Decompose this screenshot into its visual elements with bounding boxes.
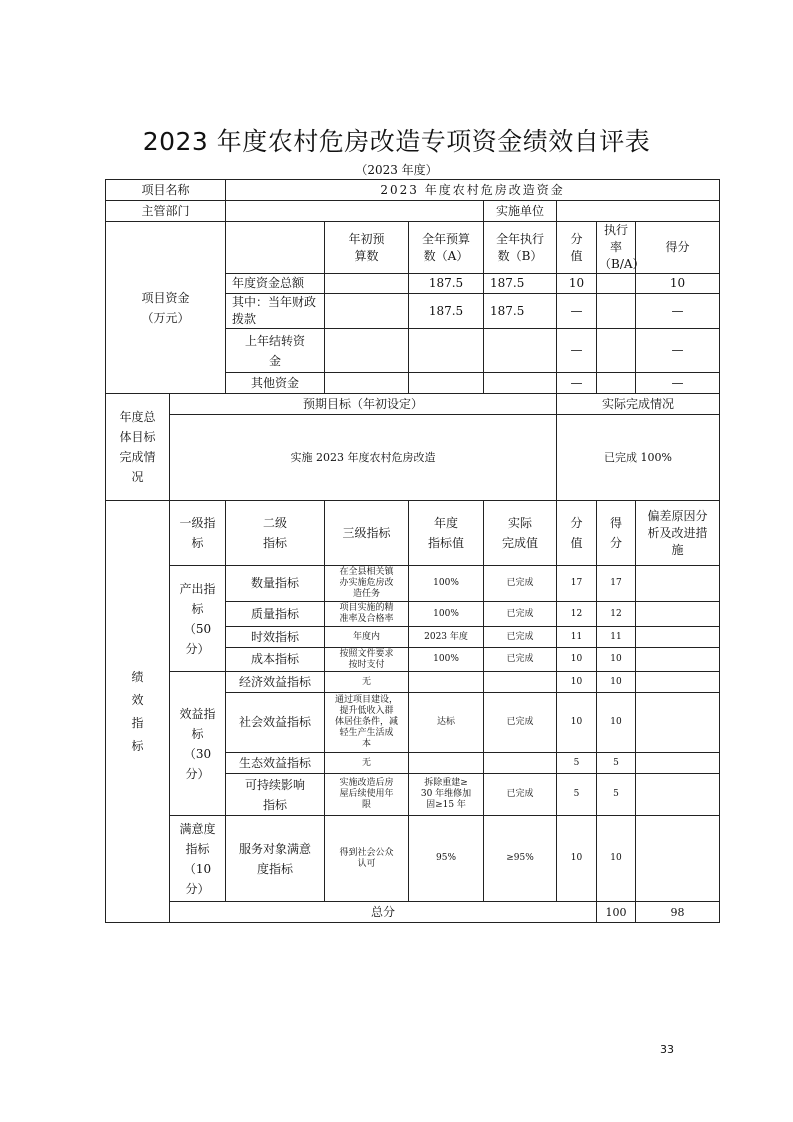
- note: [636, 602, 720, 627]
- target: 100%: [409, 602, 484, 627]
- goals-expected-header: 预期目标（年初设定）: [170, 394, 557, 415]
- page-title: 2023 年度农村危房改造专项资金绩效自评表: [142, 127, 651, 156]
- page-number: 33: [660, 1043, 674, 1056]
- funds-row-rate: [597, 329, 636, 373]
- score: 10: [557, 816, 597, 902]
- goals-actual-value: 已完成 100%: [557, 415, 720, 501]
- note: [636, 648, 720, 672]
- project-name-label: 项目名称: [106, 180, 226, 201]
- total-got: 98: [636, 902, 720, 923]
- funds-row-rate: [597, 294, 636, 329]
- funds-row-score: —: [557, 294, 597, 329]
- funds-header-executed: 全年执行 数（B）: [484, 222, 557, 274]
- target: 95%: [409, 816, 484, 902]
- note: [636, 693, 720, 753]
- funds-row-label: 其中：当年财政拨款: [226, 294, 325, 329]
- score: 10: [557, 693, 597, 753]
- dept-label: 主管部门: [106, 201, 226, 222]
- funds-row-initial: [325, 274, 409, 294]
- score: 5: [557, 774, 597, 816]
- note: [636, 753, 720, 774]
- funds-row-score: —: [557, 373, 597, 394]
- target: [409, 672, 484, 693]
- l2: 时效指标: [226, 627, 325, 648]
- l3: 年度内: [325, 627, 409, 648]
- got: 10: [597, 648, 636, 672]
- funds-row-rate: [597, 274, 636, 294]
- funds-header-blank: [226, 222, 325, 274]
- project-name-value: 2023 年度农村危房改造资金: [226, 180, 720, 201]
- target: [409, 753, 484, 774]
- actual: [484, 672, 557, 693]
- goals-expected-value: 实施 2023 年度农村危房改造: [170, 415, 557, 501]
- perf-header-got: 得 分: [597, 501, 636, 566]
- funds-row-label: 年度资金总额: [226, 274, 325, 294]
- funds-row-got: 10: [636, 274, 720, 294]
- got: 12: [597, 602, 636, 627]
- actual: [484, 753, 557, 774]
- goals-label: 年度总 体目标 完成情 况: [106, 394, 170, 501]
- funds-row-budget: 187.5: [409, 294, 484, 329]
- actual: 已完成: [484, 648, 557, 672]
- funds-row-budget: [409, 329, 484, 373]
- actual: 已完成: [484, 774, 557, 816]
- target: 达标: [409, 693, 484, 753]
- note: [636, 816, 720, 902]
- perf-header-target: 年度 指标值: [409, 501, 484, 566]
- perf-header-l3: 三级指标: [325, 501, 409, 566]
- funds-row-got: —: [636, 373, 720, 394]
- perf-header-l1: 一级指 标: [170, 501, 226, 566]
- funds-header-initial: 年初预 算数: [325, 222, 409, 274]
- funds-row-got: —: [636, 329, 720, 373]
- got: 10: [597, 816, 636, 902]
- l2: 社会效益指标: [226, 693, 325, 753]
- note: [636, 774, 720, 816]
- score: 17: [557, 566, 597, 602]
- funds-header-got: 得分: [636, 222, 720, 274]
- got: 11: [597, 627, 636, 648]
- l2: 可持续影响 指标: [226, 774, 325, 816]
- funds-row-initial: [325, 329, 409, 373]
- output-label: 产出指 标 （50 分）: [170, 566, 226, 672]
- score: 12: [557, 602, 597, 627]
- funds-header-score: 分 值: [557, 222, 597, 274]
- unit-label: 实施单位: [484, 201, 557, 222]
- funds-row-executed: 187.5: [484, 274, 557, 294]
- perf-header-l2: 二级 指标: [226, 501, 325, 566]
- unit-value: [557, 201, 720, 222]
- funds-row-budget: [409, 373, 484, 394]
- funds-header-budget: 全年预算 数（A）: [409, 222, 484, 274]
- l3: 无: [325, 753, 409, 774]
- score: 10: [557, 672, 597, 693]
- funds-row-label: 上年结转资 金: [226, 329, 325, 373]
- actual: 已完成: [484, 566, 557, 602]
- got: 10: [597, 693, 636, 753]
- dept-value: [226, 201, 484, 222]
- got: 17: [597, 566, 636, 602]
- got: 5: [597, 774, 636, 816]
- funds-row-got: —: [636, 294, 720, 329]
- l2: 成本指标: [226, 648, 325, 672]
- l3: 实施改造后房 屋后续使用年 限: [325, 774, 409, 816]
- table-row: [106, 566, 720, 602]
- got: 5: [597, 753, 636, 774]
- target: 拆除重建≥ 30 年维修加 固≥15 年: [409, 774, 484, 816]
- table-row: [106, 816, 720, 902]
- score: 5: [557, 753, 597, 774]
- funds-label: 项目资金 （万元）: [106, 222, 226, 394]
- note: [636, 672, 720, 693]
- target: 2023 年度: [409, 627, 484, 648]
- total-score: 100: [597, 902, 636, 923]
- satisfaction-label: 满意度 指标 （10 分）: [170, 816, 226, 902]
- perf-header-actual: 实际 完成值: [484, 501, 557, 566]
- l3: 按照文件要求 按时支付: [325, 648, 409, 672]
- l2: 质量指标: [226, 602, 325, 627]
- l2: 服务对象满意 度指标: [226, 816, 325, 902]
- l3: 无: [325, 672, 409, 693]
- got: 10: [597, 672, 636, 693]
- funds-row-executed: [484, 329, 557, 373]
- total-label: 总分: [170, 902, 597, 923]
- l3: 通过项目建设， 提升低收入群 体居住条件，减 轻生产生活成 本: [325, 693, 409, 753]
- l3: 得到社会公众 认可: [325, 816, 409, 902]
- note: [636, 566, 720, 602]
- funds-header-rate: 执行率 （B/A）: [597, 222, 636, 274]
- actual: 已完成: [484, 693, 557, 753]
- target: 100%: [409, 566, 484, 602]
- target: 100%: [409, 648, 484, 672]
- actual: ≥95%: [484, 816, 557, 902]
- perf-header-score: 分 值: [557, 501, 597, 566]
- l2: 经济效益指标: [226, 672, 325, 693]
- performance-label: 绩 效 指 标: [106, 501, 170, 923]
- table-row: [106, 672, 720, 693]
- goals-actual-header: 实际完成情况: [557, 394, 720, 415]
- score: 11: [557, 627, 597, 648]
- funds-row-label: 其他资金: [226, 373, 325, 394]
- funds-row-executed: [484, 373, 557, 394]
- funds-row-initial: [325, 373, 409, 394]
- funds-row-score: —: [557, 329, 597, 373]
- l3: 项目实施的精 准率及合格率: [325, 602, 409, 627]
- l2: 数量指标: [226, 566, 325, 602]
- page-subtitle: （2023 年度）: [355, 163, 438, 177]
- l2: 生态效益指标: [226, 753, 325, 774]
- funds-row-executed: 187.5: [484, 294, 557, 329]
- l3: 在全县相关镇 办实施危房改 造任务: [325, 566, 409, 602]
- funds-row-budget: 187.5: [409, 274, 484, 294]
- actual: 已完成: [484, 602, 557, 627]
- benefit-label: 效益指 标 （30 分）: [170, 672, 226, 816]
- funds-row-rate: [597, 373, 636, 394]
- funds-row-initial: [325, 294, 409, 329]
- score: 10: [557, 648, 597, 672]
- funds-row-score: 10: [557, 274, 597, 294]
- actual: 已完成: [484, 627, 557, 648]
- note: [636, 627, 720, 648]
- performance-table: [105, 179, 720, 923]
- perf-header-note: 偏差原因分 析及改进措 施: [636, 501, 720, 566]
